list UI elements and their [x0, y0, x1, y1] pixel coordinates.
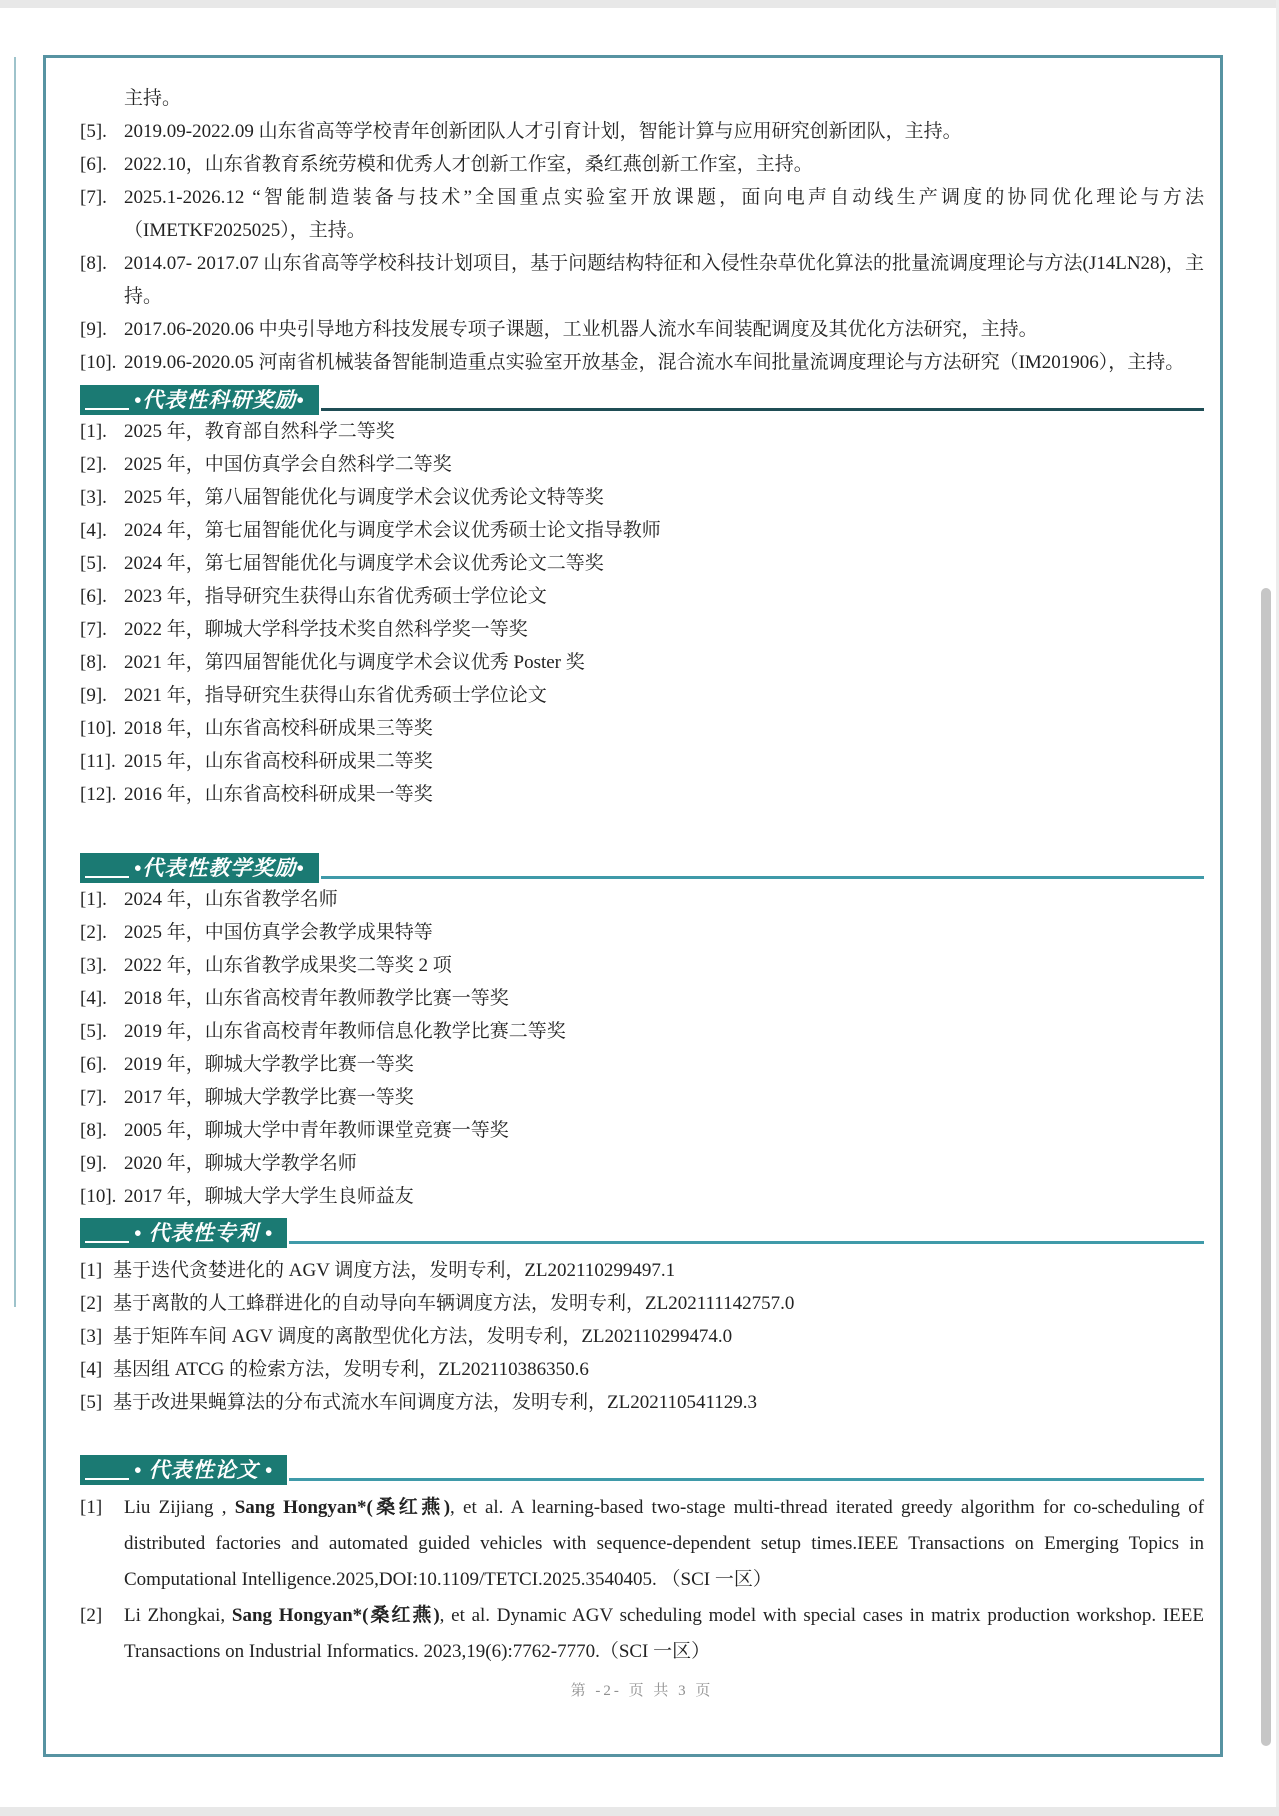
- item-text: 基于矩阵车间 AGV 调度的离散型优化方法，发明专利，ZL202110299474.0: [113, 1326, 733, 1347]
- item-text: 2014.07- 2017.07 山东省高等学校科技计划项目，基于问题结构特征和入侵性杂草优化算法的批量流调度理论与方法(J14LN28)，主持。: [124, 253, 1204, 307]
- paper-citation: [124, 1490, 1204, 1598]
- section-badge: [80, 1218, 287, 1248]
- list-item: [80, 1048, 1204, 1081]
- paper-citation: [124, 1598, 1204, 1670]
- list-item: [80, 1015, 1204, 1048]
- section-title: •代表性科研奖励•: [134, 388, 305, 412]
- list-item: [80, 415, 1204, 448]
- badge-underline: [85, 1478, 129, 1480]
- item-number: [5].: [80, 1021, 107, 1042]
- item-number: [8].: [80, 652, 107, 673]
- item-number: [11].: [80, 751, 116, 772]
- item-number: [3].: [80, 487, 107, 508]
- item-text: 2023 年，指导研究生获得山东省优秀硕士学位论文: [124, 586, 547, 607]
- item-number: [5].: [80, 121, 107, 142]
- section-header-papers: [80, 1455, 1204, 1485]
- list-item: [80, 313, 1204, 346]
- list-item: [80, 181, 1204, 247]
- badge-underline: [85, 1241, 129, 1243]
- cv-page: [43, 55, 1223, 1757]
- list-item: [80, 883, 1204, 916]
- item-number: [7].: [80, 619, 107, 640]
- item-text: 2025 年，中国仿真学会教学成果特等: [124, 922, 433, 943]
- item-number: [4].: [80, 988, 107, 1009]
- list-item: [80, 1180, 1204, 1213]
- item-number: [7].: [80, 187, 107, 208]
- paper-corresponding-author: Sang Hongyan*(桑红燕): [231, 1605, 440, 1626]
- item-number: [8].: [80, 253, 107, 274]
- section-header-research-awards: [80, 385, 1204, 415]
- list-item: [80, 1386, 1204, 1419]
- item-text: 2019.09-2022.09 山东省高等学校青年创新团队人才引育计划，智能计算与应用研究创新团队，主持。: [124, 121, 962, 142]
- item-text: 2018 年，山东省高校青年教师教学比赛一等奖: [124, 988, 509, 1009]
- page-content: [46, 58, 1220, 1706]
- list-item: [80, 1353, 1204, 1386]
- item-text: 2005 年，聊城大学中青年教师课堂竞赛一等奖: [124, 1120, 509, 1141]
- item-number: [10].: [80, 1186, 117, 1207]
- paper-authors: Liu Zijiang ,: [124, 1497, 235, 1518]
- list-item: [80, 916, 1204, 949]
- list-item: [80, 949, 1204, 982]
- item-number: [7].: [80, 1087, 107, 1108]
- item-number: [9].: [80, 1153, 107, 1174]
- section-badge: [80, 385, 319, 415]
- item-number: [5]: [80, 1392, 103, 1413]
- item-number: [80, 82, 124, 115]
- item-text: 2016 年，山东省高校科研成果一等奖: [124, 784, 433, 805]
- item-text: 基因组 ATCG 的检索方法，发明专利，ZL202110386350.6: [113, 1359, 589, 1380]
- item-number: [2]: [80, 1605, 103, 1626]
- list-item: [80, 982, 1204, 1015]
- item-number: [10].: [80, 352, 117, 373]
- item-text: 2025 年，教育部自然科学二等奖: [124, 421, 395, 442]
- list-item: [80, 115, 1204, 148]
- scrollbar-thumb[interactable]: [1261, 588, 1271, 1746]
- list-item: [80, 778, 1204, 811]
- item-number: [1]: [80, 1497, 103, 1518]
- page-number-indicator: 第 -2- 页 共 3 页: [570, 1683, 714, 1699]
- section-title: • 代表性论文 •: [134, 1458, 274, 1482]
- list-item: [80, 514, 1204, 547]
- section-rule: [289, 1241, 1204, 1244]
- list-item: [80, 346, 1204, 379]
- list-item: [80, 745, 1204, 778]
- item-number: [4].: [80, 520, 107, 541]
- item-number: [2].: [80, 922, 107, 943]
- list-item: [80, 148, 1204, 181]
- item-text: 2022 年，山东省教学成果奖二等奖 2 项: [124, 955, 452, 976]
- section-rule: [321, 408, 1204, 411]
- list-item: [80, 547, 1204, 580]
- item-text: 基于离散的人工蜂群进化的自动导向车辆调度方法，发明专利，ZL202111142757.0: [113, 1293, 795, 1314]
- item-text: 2025 年，中国仿真学会自然科学二等奖: [124, 454, 452, 475]
- item-text: 2019 年，聊城大学教学比赛一等奖: [124, 1054, 414, 1075]
- section-rule: [321, 876, 1204, 879]
- item-text: 2017.06-2020.06 中央引导地方科技发展专项子课题，工业机器人流水车间装配调度及其优化方法研究，主持。: [124, 319, 1038, 340]
- section-header-teaching-awards: [80, 853, 1204, 883]
- item-number: [1].: [80, 421, 107, 442]
- adjacent-page-edge: [14, 57, 16, 1307]
- section-title: •代表性教学奖励•: [134, 856, 305, 880]
- list-item: [80, 82, 1204, 115]
- paper-citation-text: , et al. A learning-based two-stage multi-thread iterated greedy algorithm for co-scheduling of distributed factories and automated guided vehicles with sequence-dependent setup times.IEEE Transactions on Emerging Topics in Computational Intelligence.2025,DOI:10.1109/TETCI.2025.3540405. （SCI 一区）: [124, 1497, 1205, 1590]
- list-item: [80, 679, 1204, 712]
- list-item: [80, 448, 1204, 481]
- item-number: [2].: [80, 454, 107, 475]
- item-number: [12].: [80, 784, 117, 805]
- item-number: [1]: [80, 1260, 103, 1281]
- list-item: [80, 481, 1204, 514]
- item-text: 2024 年，第七届智能优化与调度学术会议优秀论文二等奖: [124, 553, 604, 574]
- list-item: [80, 712, 1204, 745]
- item-text: 基于迭代贪婪进化的 AGV 调度方法，发明专利，ZL202110299497.1: [113, 1260, 676, 1281]
- paper-corresponding-author: Sang Hongyan*(桑红燕): [234, 1497, 451, 1518]
- item-text: 2017 年，聊城大学大学生良师益友: [124, 1186, 414, 1207]
- item-text: 2019 年，山东省高校青年教师信息化教学比赛二等奖: [124, 1021, 566, 1042]
- item-text: 2022.10，山东省教育系统劳模和优秀人才创新工作室，桑红燕创新工作室，主持。: [124, 154, 813, 175]
- item-text: 2020 年，聊城大学教学名师: [124, 1153, 357, 1174]
- viewport-bottom-edge: [0, 1807, 1279, 1816]
- section-header-patents: [80, 1218, 1204, 1248]
- list-item: [80, 247, 1204, 313]
- paper-authors: Li Zhongkai,: [124, 1605, 232, 1626]
- item-number: [9].: [80, 685, 107, 706]
- item-text: 基于改进果蝇算法的分布式流水车间调度方法，发明专利，ZL202110541129.3: [113, 1392, 758, 1413]
- list-item: [80, 1490, 1204, 1598]
- item-text: 2017 年，聊城大学教学比赛一等奖: [124, 1087, 414, 1108]
- item-text: 2019.06-2020.05 河南省机械装备智能制造重点实验室开放基金，混合流水车间批量流调度理论与方法研究（IM201906），主持。: [124, 352, 1185, 373]
- item-number: [5].: [80, 553, 107, 574]
- list-item: [80, 1287, 1204, 1320]
- item-text: 2024 年，第七届智能优化与调度学术会议优秀硕士论文指导教师: [124, 520, 661, 541]
- list-item: [80, 1114, 1204, 1147]
- paper-citation-text: , et al. Dynamic AGV scheduling model with special cases in matrix production workshop. IEEE Transactions on Industrial Informatics. 2023,19(6):7762-7770.（SCI 一区）: [124, 1605, 1204, 1662]
- item-number: [10].: [80, 718, 117, 739]
- item-text: 2025.1-2026.12 “智能制造装备与技术”全国重点实验室开放课题，面向电声自动线生产调度的协同优化理论与方法（IMETKF2025025），主持。: [124, 187, 1204, 241]
- item-number: [3].: [80, 955, 107, 976]
- section-badge: [80, 853, 319, 883]
- item-text: 2021 年，指导研究生获得山东省优秀硕士学位论文: [124, 685, 547, 706]
- list-item: [80, 1147, 1204, 1180]
- item-number: [6].: [80, 586, 107, 607]
- list-item: [80, 1598, 1204, 1670]
- item-number: [4]: [80, 1359, 103, 1380]
- viewport-top-edge: [0, 0, 1279, 8]
- item-number: [8].: [80, 1120, 107, 1141]
- badge-underline: [85, 876, 129, 878]
- section-rule: [289, 1478, 1204, 1481]
- item-text: 2022 年，聊城大学科学技术奖自然科学奖一等奖: [124, 619, 528, 640]
- section-title: • 代表性专利 •: [134, 1221, 274, 1245]
- list-item: [80, 613, 1204, 646]
- list-item: [80, 1254, 1204, 1287]
- list-item: [80, 646, 1204, 679]
- item-number: [6].: [80, 1054, 107, 1075]
- item-number: [2]: [80, 1293, 103, 1314]
- item-text: 2025 年，第八届智能优化与调度学术会议优秀论文特等奖: [124, 487, 604, 508]
- section-badge: [80, 1455, 287, 1485]
- item-number: [1].: [80, 889, 107, 910]
- item-text: 2024 年，山东省教学名师: [124, 889, 338, 910]
- item-text: 2021 年，第四届智能优化与调度学术会议优秀 Poster 奖: [124, 652, 585, 673]
- item-text: 主持。: [124, 88, 182, 109]
- item-number: [6].: [80, 154, 107, 175]
- item-number: [9].: [80, 319, 107, 340]
- list-item: [80, 1081, 1204, 1114]
- list-item: [80, 580, 1204, 613]
- item-number: [3]: [80, 1326, 103, 1347]
- list-item: [80, 1320, 1204, 1353]
- item-text: 2015 年，山东省高校科研成果二等奖: [124, 751, 433, 772]
- badge-underline: [85, 408, 129, 410]
- item-text: 2018 年，山东省高校科研成果三等奖: [124, 718, 433, 739]
